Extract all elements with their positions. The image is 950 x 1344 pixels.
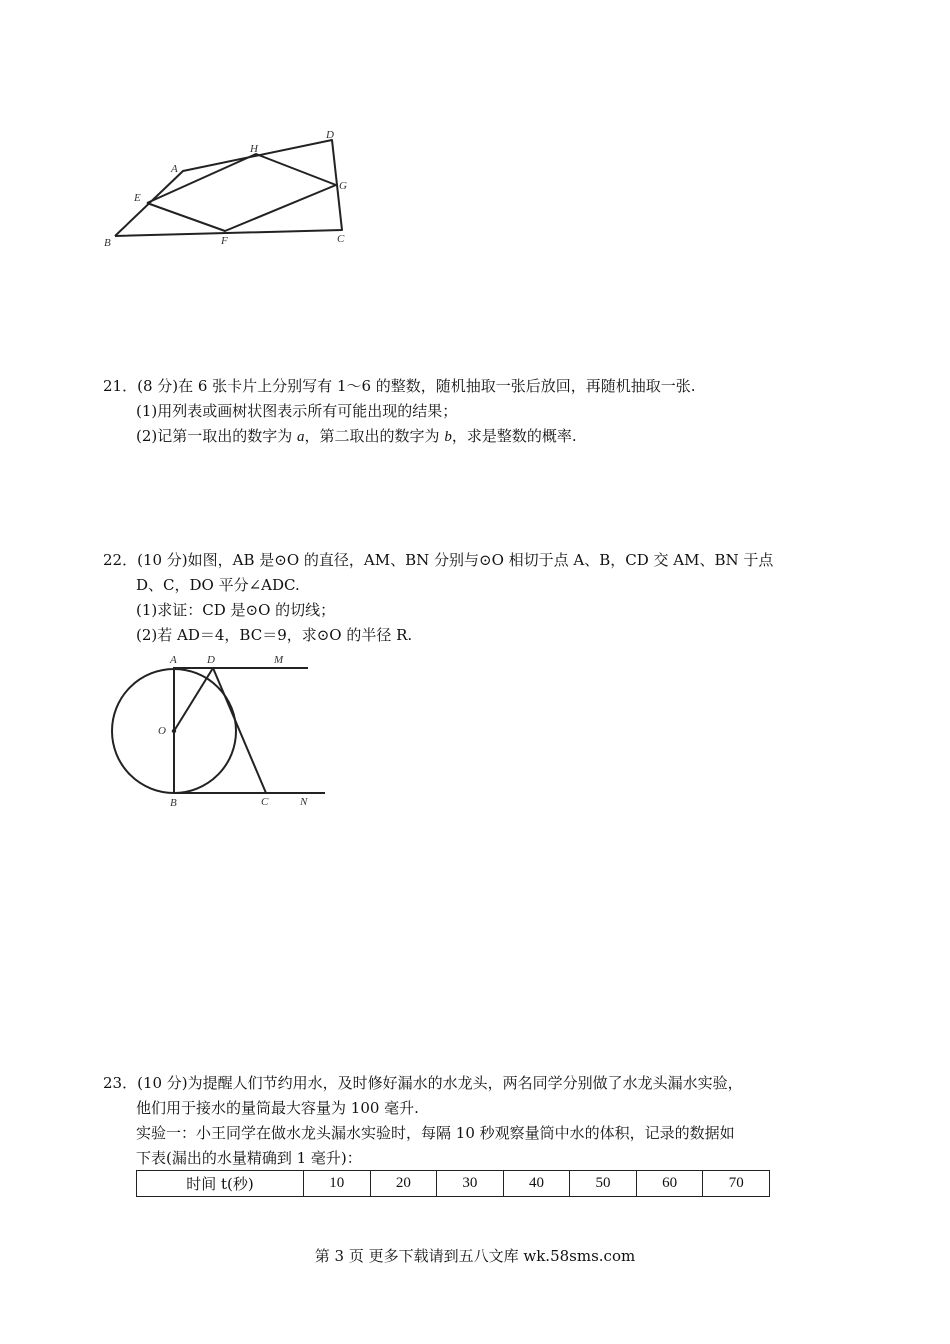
q22-part2: (2)若 AD＝4，BC＝9，求⊙O 的半径 R. [136, 626, 413, 644]
q23-experiment1-line1: 实验一：小王同学在做水龙头漏水实验时，每隔 10 秒观察量筒中水的体积，记录的数据如 [136, 1124, 735, 1142]
table-cell: 40 [503, 1171, 570, 1197]
q23-stem-line1: 23．(10 分)为提醒人们节约用水，及时修好漏水的水龙头，两名同学分别做了水龙头漏水实验， [103, 1074, 743, 1092]
figure-circle-tangents [100, 650, 340, 815]
table-cell: 60 [636, 1171, 703, 1197]
label-n: N [300, 796, 308, 808]
q21-var-b: b [444, 429, 452, 445]
figure-quadrilateral [100, 125, 360, 250]
label-b2: B [170, 797, 177, 809]
table-header-time: 时间 t(秒) [137, 1171, 304, 1197]
q21-part2-text-a: (2)记第一取出的数字为 [136, 427, 298, 445]
label-c2: C [261, 796, 269, 808]
q23-stem-line2: 他们用于接水的量筒最大容量为 100 毫升. [136, 1099, 419, 1117]
label-b: B [104, 237, 111, 249]
q22-stem-line1: 22．(10 分)如图，AB 是⊙O 的直径，AM、BN 分别与⊙O 相切于点 A、B，CD 交 AM、BN 于点 [103, 551, 774, 569]
table-cell: 70 [703, 1171, 770, 1197]
q21-var-a: a [297, 429, 305, 445]
table-cell: 30 [437, 1171, 504, 1197]
q22-part1: (1)求证：CD 是⊙O 的切线； [136, 601, 336, 619]
q21-part2-text-c: ，求是整数的概率. [451, 427, 577, 445]
quad-outline [115, 140, 342, 236]
table-cell: 20 [370, 1171, 437, 1197]
table-cell: 10 [304, 1171, 371, 1197]
label-a2: A [170, 654, 177, 666]
q21-part2 [136, 426, 577, 447]
q21-stem: 21．(8 分)在 6 张卡片上分别写有 1～6 的整数，随机抽取一张后放回，再随机抽取一张. [103, 377, 696, 395]
label-h: H [250, 143, 258, 155]
q21-part1: (1)用列表或画树状图表示所有可能出现的结果； [136, 402, 458, 420]
label-c: C [337, 233, 345, 245]
label-e: E [134, 192, 141, 204]
water-leak-table [136, 1170, 770, 1197]
segment-cd [213, 668, 266, 793]
center-point-o [172, 729, 176, 733]
segment-do [174, 668, 213, 731]
page-footer: 第 3 页 更多下载请到五八文库 wk.58sms.com [314, 1247, 636, 1265]
table-row [137, 1171, 770, 1197]
q23-experiment1-line2: 下表(漏出的水量精确到 1 毫升)： [136, 1149, 362, 1167]
q21-part2-text-b: ，第二取出的数字为 [304, 427, 445, 445]
label-f: F [221, 235, 228, 247]
q22-stem-line2: D、C，DO 平分∠ADC. [136, 576, 300, 594]
label-a: A [171, 163, 178, 175]
label-m: M [274, 654, 284, 666]
label-d2: D [207, 654, 215, 666]
table-cell: 50 [570, 1171, 637, 1197]
label-o: O [158, 725, 166, 737]
label-g: G [339, 180, 347, 192]
label-d: D [326, 129, 334, 141]
